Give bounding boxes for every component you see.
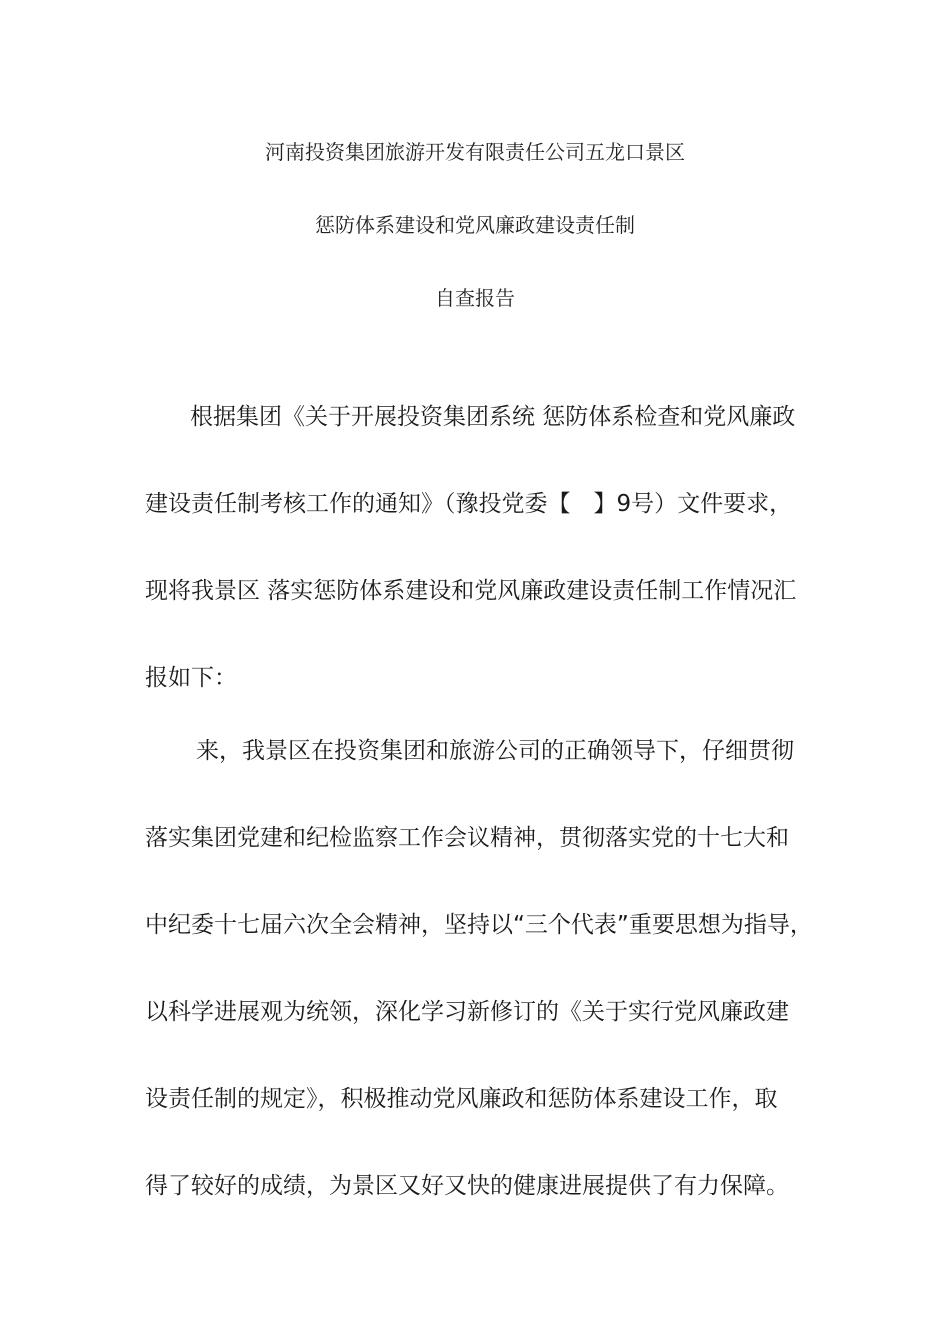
paragraph-1-line-3: 现将我景区 落实惩防体系建设和党风廉政建设责任制工作情况汇 [145,578,797,604]
document-title-line-3: 自查报告 [435,286,515,310]
paragraph-1-line-2: 建设责任制考核工作的通知》（豫投党委【 】9号）文件要求， [145,491,793,517]
paragraph-2-line-5: 设责任制的规定》，积极推动党风廉政和惩防体系建设工作，取 [145,1086,778,1112]
paragraph-1-line-4: 报如下： [145,665,237,691]
document-title-line-1: 河南投资集团旅游开发有限责任公司五龙口景区 [265,140,685,164]
paragraph-2-line-6: 得了较好的成绩，为景区又好又快的健康进展提供了有力保障。 [145,1173,789,1199]
paragraph-2-line-1: 来，我景区在投资集团和旅游公司的正确领导下，仔细贯彻 [196,738,794,764]
paragraph-1-line-1: 根据集团《关于开展投资集团系统 惩防体系检查和党风廉政 [190,404,796,430]
paragraph-2-line-2: 落实集团党建和纪检监察工作会议精神，贯彻落实党的十七大和 [145,825,789,851]
paragraph-2-line-4: 以科学进展观为统领，深化学习新修订的《关于实行党风廉政建 [145,999,789,1025]
paragraph-2-line-3: 中纪委十七届六次全会精神，坚持以“三个代表”重要思想为指导， [145,912,813,938]
document-title-line-2: 惩防体系建设和党风廉政建设责任制 [315,213,635,237]
